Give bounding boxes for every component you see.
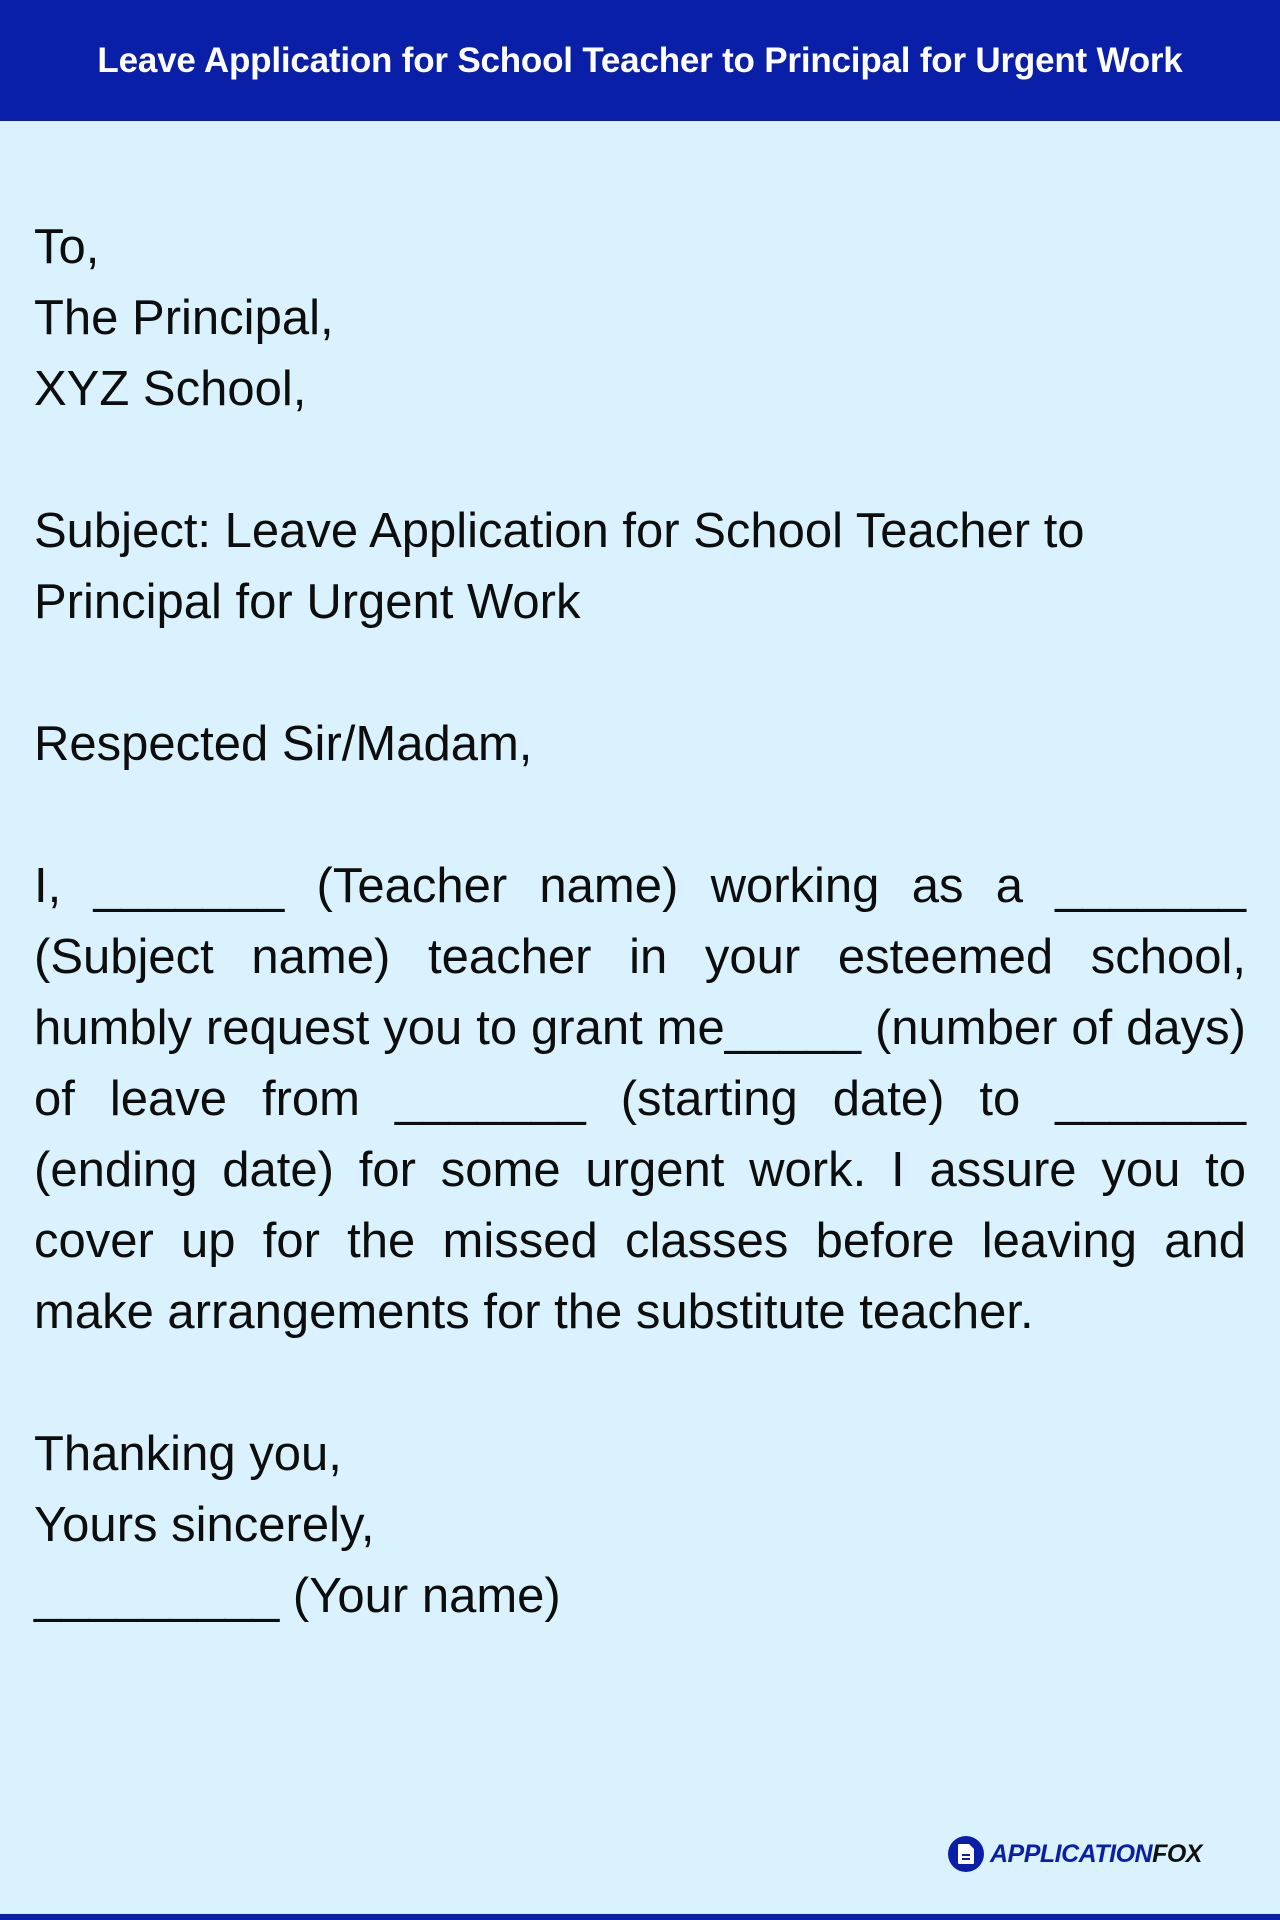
spacer xyxy=(34,1348,1246,1419)
closing-sincerely: Yours sincerely, xyxy=(34,1498,375,1552)
closing-thanks: Thanking you, xyxy=(34,1427,342,1481)
spacer xyxy=(34,638,1246,709)
brand-name-part1: APPLICATION xyxy=(990,1839,1153,1868)
brand-name xyxy=(990,1840,1202,1869)
address-line-school: XYZ School, xyxy=(34,362,307,416)
letter-subject: Subject: Leave Application for School Teacher to Principal for Urgent Work xyxy=(34,504,1085,629)
letter-salutation: Respected Sir/Madam, xyxy=(34,717,533,771)
footer-bar xyxy=(0,1914,1280,1920)
page-title: Leave Application for School Teacher to Principal for Urgent Work xyxy=(97,40,1183,80)
spacer xyxy=(34,425,1246,496)
brand-logo xyxy=(948,1836,1202,1872)
document-icon xyxy=(948,1836,984,1872)
page-header xyxy=(0,0,1280,121)
brand-name-part2: FOX xyxy=(1152,1839,1202,1868)
signature-line: _________ (Your name) xyxy=(34,1569,561,1623)
address-line-recipient: The Principal, xyxy=(34,291,334,345)
letter-paragraph: I, _______ (Teacher name) working as a _______ (Subject name) teacher in your esteemed school, humbly request you to grant me_____ (number of days) of leave from _______ (starting date) to _______ (ending date) for some urgent work. I assure you to cover up for the missed classes before leaving and make arrangements for the substitute teacher. xyxy=(34,859,1246,1339)
spacer xyxy=(34,780,1246,851)
address-line-to: To, xyxy=(34,220,100,274)
letter-body xyxy=(34,212,1246,1632)
